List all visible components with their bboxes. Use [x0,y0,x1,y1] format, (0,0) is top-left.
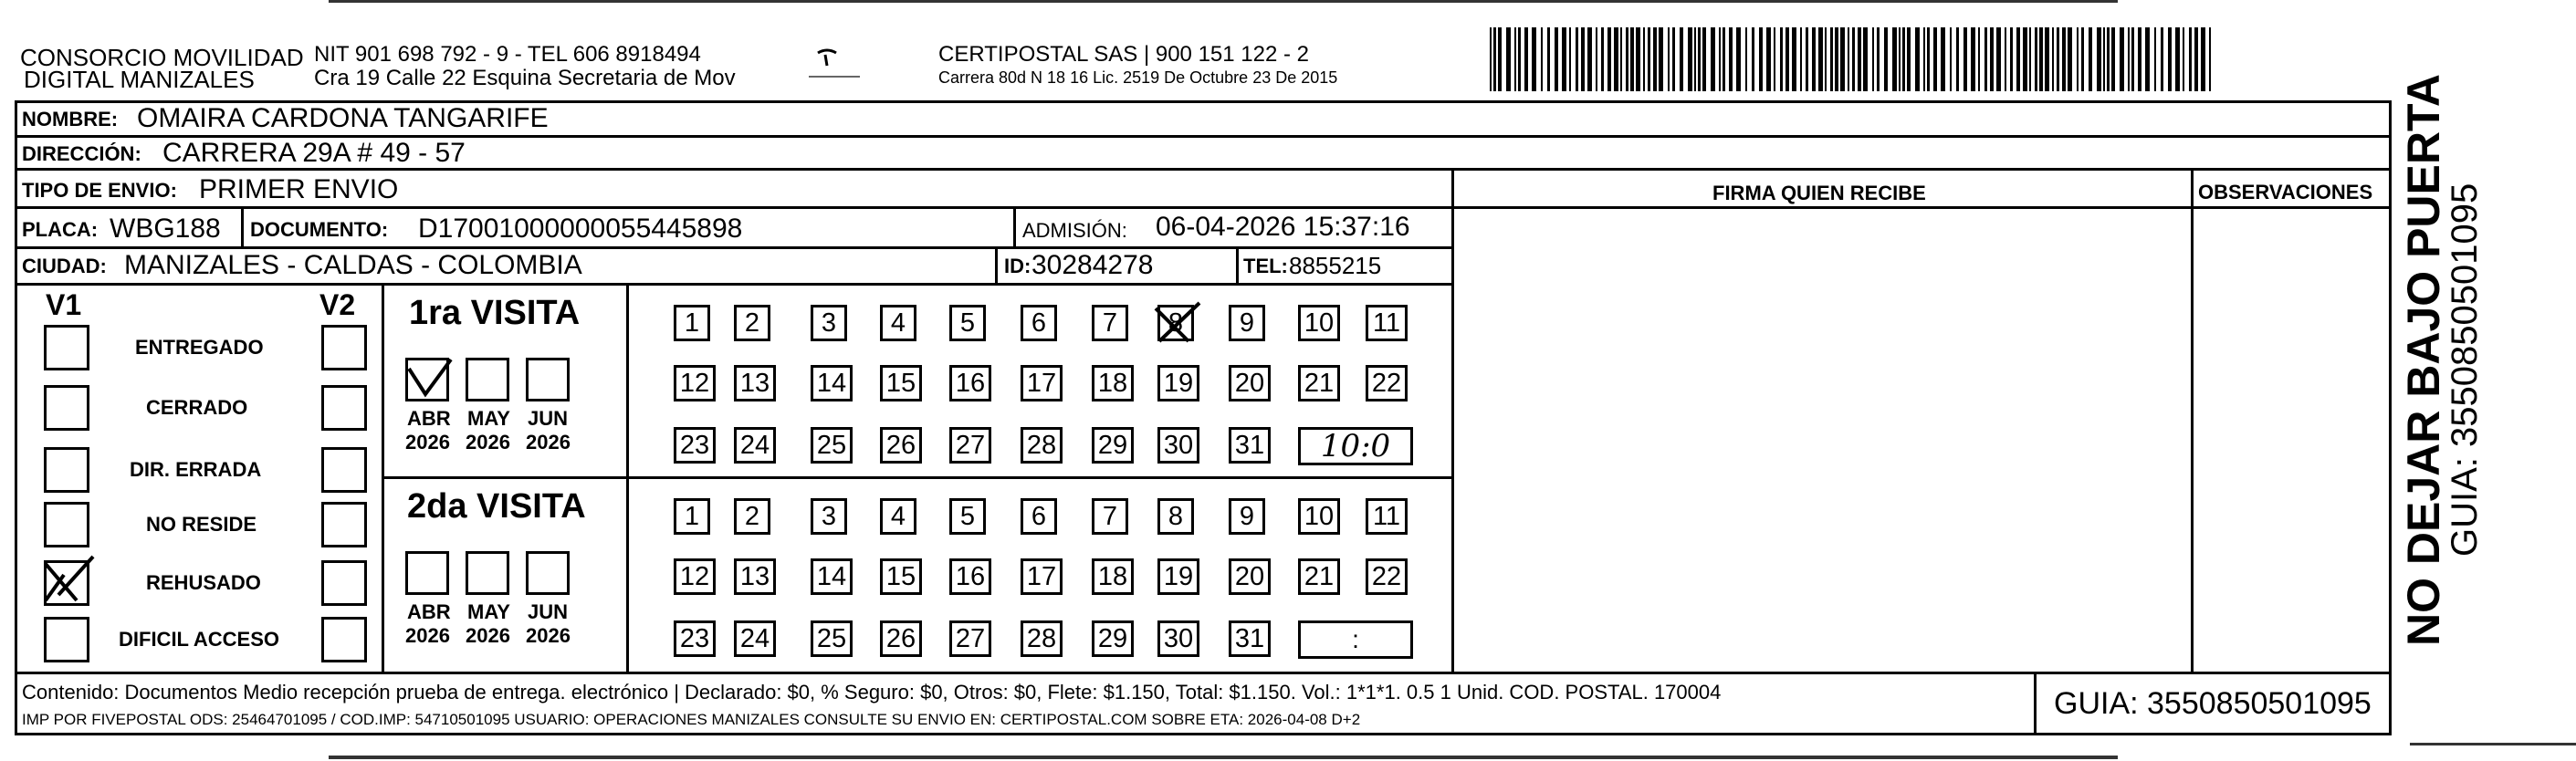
barcode-bar [1514,27,1516,91]
observaciones-label: OBSERVACIONES [2198,181,2373,203]
handwritten-check-mark-icon [40,549,99,608]
barcode-bar [2111,27,2115,91]
bottom-edge-line [329,756,2118,759]
day-box-3[interactable]: 3 [811,305,847,341]
barcode-bar [1907,27,1911,91]
barcode-bar [2168,27,2172,91]
status-option-label: DIR. ERRADA [130,458,262,481]
barcode-bar [1498,27,1502,91]
rule-ciudad [15,283,1451,286]
month-year-label: 2026 [526,431,571,453]
barcode-bar [1614,27,1618,91]
day-box-2[interactable]: 2 [734,498,770,535]
day-box-5[interactable]: 5 [949,305,986,341]
month-checkbox-jun[interactable] [526,358,570,401]
tipo-envio-label: TIPO DE ENVIO: [22,179,177,202]
barcode-bar [1956,27,1959,91]
month-year-label: 2026 [466,624,510,647]
barcode-bar [1626,27,1628,91]
visit1-time-box[interactable]: 10:0 [1298,427,1413,465]
barcode-bar [1745,27,1747,91]
admision-label: ADMISIÓN: [1022,219,1127,242]
day-box-10[interactable]: 10 [1298,498,1340,535]
status-option-label: DIFICIL ACCESO [119,628,280,651]
day-box-16[interactable]: 16 [949,365,991,401]
barcode-bar [1547,27,1550,91]
day-box-20[interactable]: 20 [1229,365,1271,401]
barcode-bar [1971,27,1975,91]
month-checkbox-may[interactable] [466,358,509,401]
day-box-14[interactable]: 14 [811,558,853,595]
barcode-bar [2062,27,2066,91]
visit1-title: 1ra VISITA [409,294,581,332]
barcode-bar [1506,27,1511,91]
rule-direccion [15,168,2392,171]
firma-label: FIRMA QUIEN RECIBE [1712,182,1926,204]
nombre-value: OMAIRA CARDONA TANGARIFE [137,103,549,133]
barcode-bar [1524,27,1528,91]
barcode-bar [2029,27,2031,91]
footer-contenido: Contenido: Documentos Medio recepción prueba de entrega. electrónico | Declarado: $0, % Seguro: $0, Otros: $0, Flete: $1.150, Total: $1.150. Vol.: 1*1*1. 0.5 1 Unid. COD. POSTAL. 170004 [22,681,1722,704]
v2-header: V2 [319,288,356,321]
day-box-31[interactable]: 31 [1229,427,1271,464]
day-box-24[interactable]: 24 [734,620,776,657]
vsep-observaciones [2191,168,2194,672]
barcode-bar [1659,27,1663,91]
month-year-label: 2026 [405,624,450,647]
barcode-bar [1576,27,1578,91]
month-year-label: 2026 [526,624,571,647]
barcode-bar [1736,27,1741,91]
barcode-bar [1848,27,1849,91]
barcode-bar [2131,27,2134,91]
barcode-bar [1688,27,1692,91]
barcode-bar [2201,27,2205,91]
barcode-bar [1562,27,1566,91]
company-nit: NIT 901 698 792 - 9 - TEL 606 8918494 [314,42,701,67]
certipostal-logo-icon [803,46,867,82]
day-box-9[interactable]: 9 [1229,498,1265,535]
barcode-bar [2023,27,2027,91]
barcode-bar [1996,27,2001,91]
barcode-bar [1933,27,1937,91]
barcode [1490,27,2220,91]
company-address: Cra 19 Calle 22 Esquina Secretaria de Mov [314,66,736,90]
barcode-bar [2089,27,2092,91]
placa-label: PLACA: [22,218,99,241]
month-year-label: 2026 [466,431,510,453]
status-checkbox-v2[interactable] [321,502,367,547]
day-box-25[interactable]: 25 [811,427,853,464]
day-box-16[interactable]: 16 [949,558,991,595]
barcode-bar [2016,27,2020,91]
barcode-bar [2128,27,2130,91]
id-label: ID: [1004,255,1031,277]
vsep-tel [1236,246,1239,283]
day-box-27[interactable]: 27 [949,427,991,464]
barcode-bar [1863,27,1868,91]
day-box-26[interactable]: 26 [880,427,922,464]
barcode-bar [1752,27,1754,91]
barcode-bar [1800,27,1802,91]
status-option-label: ENTREGADO [135,336,264,359]
month-year-label: 2026 [405,431,450,453]
barcode-bar [1711,27,1715,91]
barcode-bar [1963,27,1967,91]
day-box-11[interactable]: 11 [1366,305,1408,341]
barcode-bar [1759,27,1763,91]
barcode-bar [1941,27,1945,91]
tipo-envio-value: PRIMER ENVIO [199,174,399,204]
vsep-id [995,246,998,283]
tel-value: 8855215 [1289,252,1382,279]
day-box-3[interactable]: 3 [811,498,847,535]
barcode-bar [1698,27,1701,91]
day-box-6[interactable]: 6 [1021,498,1057,535]
barcode-bar [1835,27,1838,91]
day-box-22[interactable]: 22 [1366,558,1408,595]
month-checkbox-may[interactable] [466,551,509,595]
direccion-value: CARRERA 29A # 49 - 57 [162,138,466,168]
barcode-bar [1493,27,1496,91]
barcode-bar [1719,27,1721,91]
day-box-14[interactable]: 14 [811,365,853,401]
status-checkbox-v2[interactable] [321,447,367,493]
day-box-24[interactable]: 24 [734,427,776,464]
barcode-bar [1532,27,1536,91]
barcode-bar [1581,27,1585,91]
day-box-18[interactable]: 18 [1092,558,1134,595]
side-guia: GUIA: 3550850501095 [2445,182,2485,557]
handwritten-check-mark-icon [402,352,456,407]
barcode-bar [2068,27,2072,91]
day-box-15[interactable]: 15 [880,365,922,401]
v1-header: V1 [46,288,82,321]
status-checkbox-v2[interactable] [321,617,367,662]
day-box-4[interactable]: 4 [880,305,916,341]
day-box-9[interactable]: 9 [1229,305,1265,341]
status-checkbox-v2[interactable] [321,560,367,606]
barcode-bar [1927,27,1930,91]
day-box-26[interactable]: 26 [880,620,922,657]
barcode-bar [1596,27,1597,91]
barcode-bar [1978,27,1980,91]
barcode-bar [1555,27,1558,91]
status-checkbox-v1[interactable] [44,447,89,493]
barcode-bar [1569,27,1571,91]
company-name-line2: DIGITAL MANIZALES [24,66,255,93]
day-box-11[interactable]: 11 [1366,498,1408,535]
barcode-bar [2154,27,2156,91]
barcode-bar [2057,27,2059,91]
ciudad-label: CIUDAD: [22,255,107,277]
day-box-8[interactable]: 8 [1157,498,1194,535]
day-box-18[interactable]: 18 [1092,365,1134,401]
side-warning: NO DEJAR BAJO PUERTA [2398,74,2449,646]
barcode-bar [1653,27,1657,91]
day-box-28[interactable]: 28 [1021,620,1063,657]
day-box-19[interactable]: 19 [1157,558,1199,595]
barcode-bar [1774,27,1775,91]
barcode-bar [1541,27,1543,91]
documento-label: DOCUMENTO: [250,218,389,241]
barcode-bar [2103,27,2105,91]
day-box-10[interactable]: 10 [1298,305,1340,341]
day-box-25[interactable]: 25 [811,620,853,657]
day-box-13[interactable]: 13 [734,558,776,595]
id-value: 30284278 [1031,250,1154,280]
barcode-bar [2081,27,2084,91]
barcode-bar [1780,27,1783,91]
status-checkbox-v1[interactable] [44,385,89,431]
barcode-bar [1702,27,1706,91]
barcode-bar [1884,27,1888,91]
barcode-bar [2183,27,2184,91]
day-box-13[interactable]: 13 [734,365,776,401]
ciudad-value: MANIZALES - CALDAS - COLOMBIA [124,250,582,280]
barcode-bar [2209,27,2211,91]
month-label: MAY [467,600,510,623]
barcode-bar [2039,27,2043,91]
barcode-bar [2194,27,2198,91]
barcode-bar [2035,27,2037,91]
barcode-bar [1806,27,1808,91]
barcode-bar [2005,27,2006,91]
barcode-bar [1984,27,1987,91]
barcode-bar [1587,27,1592,91]
barcode-bar [1830,27,1833,91]
barcode-bar [1729,27,1733,91]
tel-label: TEL: [1243,255,1288,277]
month-label: JUN [528,600,569,623]
barcode-bar [2189,27,2192,91]
day-box-17[interactable]: 17 [1021,365,1063,401]
barcode-bar [1785,27,1789,91]
day-box-4[interactable]: 4 [880,498,916,535]
day-box-17[interactable]: 17 [1021,558,1063,595]
day-box-1[interactable]: 1 [674,305,710,341]
month-checkbox-jun[interactable] [526,551,570,595]
barcode-bar [1694,27,1696,91]
barcode-bar [2175,27,2180,91]
barcode-bar [2161,27,2163,91]
rule-right-block [1451,206,2392,209]
direccion-label: DIRECCIÓN: [22,142,141,165]
day-box-30[interactable]: 30 [1157,620,1199,657]
day-box-23[interactable]: 23 [674,620,716,657]
admision-value: 06-04-2026 15:37:16 [1156,212,1410,242]
day-box-29[interactable]: 29 [1092,427,1134,464]
barcode-bar [1766,27,1771,91]
day-box-21[interactable]: 21 [1298,365,1340,401]
month-label: ABR [407,600,451,623]
vsep-placa [241,206,244,246]
barcode-bar [1601,27,1604,91]
barcode-bar [2107,27,2110,91]
barcode-bar [1607,27,1611,91]
day-box-29[interactable]: 29 [1092,620,1134,657]
barcode-bar [1518,27,1521,91]
status-checkbox-v2[interactable] [321,325,367,370]
right-edge-line [2410,743,2576,745]
day-box-15[interactable]: 15 [880,558,922,595]
barcode-bar [1648,27,1650,91]
barcode-bar [1792,27,1796,91]
day-box-30[interactable]: 30 [1157,427,1199,464]
day-box-2[interactable]: 2 [734,305,770,341]
footer-guia: GUIA: 3550850501095 [2054,686,2372,721]
visit2-time-box[interactable]: : [1298,620,1413,659]
status-checkbox-v2[interactable] [321,385,367,431]
placa-value: WBG188 [110,214,221,244]
barcode-bar [1490,27,1492,91]
barcode-bar [1990,27,1994,91]
company-name-line1: CONSORCIO MOVILIDAD [20,44,304,71]
barcode-bar [1812,27,1816,91]
day-box-23[interactable]: 23 [674,427,716,464]
barcode-bar [1680,27,1683,91]
barcode-bar [1872,27,1874,91]
courier-license: Carrera 80d N 18 16 Lic. 2519 De Octubre 23 De 2015 [938,68,1338,87]
rule-visit-split [382,476,1451,479]
status-option-label: CERRADO [146,396,248,419]
footer-imp: IMP POR FIVEPOSTAL ODS: 25464701095 / COD.IMP: 54710501095 USUARIO: OPERACIONES MANIZALES CONSULTE SU ENVIO EN: CERTIPOSTAL.COM SOBRE ETA: 2026-04-08 D+2 [22,711,1361,728]
barcode-bar [1840,27,1845,91]
barcode-bar [1852,27,1855,91]
documento-value: D17001000000055445898 [418,214,743,244]
day-box-27[interactable]: 27 [949,620,991,657]
barcode-bar [1672,27,1675,91]
day-box-8[interactable]: 8 [1157,305,1194,341]
rule-tipo [15,206,1451,209]
vsep-footer-guia [2034,672,2037,735]
month-label: ABR [407,407,451,430]
barcode-bar [1923,27,1925,91]
barcode-bar [2097,27,2101,91]
status-checkbox-v1[interactable] [44,617,89,662]
barcode-bar [1723,27,1725,91]
barcode-bar [1902,27,1905,91]
barcode-bar [1630,27,1634,91]
top-edge-line [329,0,2118,3]
day-box-19[interactable]: 19 [1157,365,1199,401]
nombre-label: NOMBRE: [22,108,119,130]
status-option-label: REHUSADO [146,571,261,594]
status-option-label: NO RESIDE [146,513,257,536]
status-checkbox-v1[interactable] [44,325,89,370]
barcode-bar [2045,27,2049,91]
month-label: JUN [528,407,569,430]
barcode-bar [1877,27,1880,91]
day-box-21[interactable]: 21 [1298,558,1340,595]
day-box-31[interactable]: 31 [1229,620,1271,657]
barcode-bar [1915,27,1920,91]
day-box-28[interactable]: 28 [1021,427,1063,464]
barcode-bar [1858,27,1861,91]
day-box-12[interactable]: 12 [674,365,716,401]
barcode-bar [2145,27,2150,91]
day-box-5[interactable]: 5 [949,498,986,535]
barcode-bar [1643,27,1645,91]
barcode-bar [1825,27,1827,91]
month-checkbox-abr[interactable] [405,551,449,595]
status-checkbox-v1[interactable] [44,502,89,547]
day-box-7[interactable]: 7 [1092,498,1128,535]
barcode-bar [2138,27,2141,91]
day-box-6[interactable]: 6 [1021,305,1057,341]
day-box-7[interactable]: 7 [1092,305,1128,341]
handwritten-check-mark-icon [1152,299,1207,345]
barcode-bar [1899,27,1901,91]
vsep-admision [1013,206,1016,246]
barcode-bar [1636,27,1640,91]
barcode-bar [1668,27,1670,91]
courier-name: CERTIPOSTAL SAS | 900 151 122 - 2 [938,42,1309,67]
barcode-bar [2010,27,2013,91]
month-label: MAY [467,407,510,430]
barcode-bar [1950,27,1952,91]
barcode-bar [1818,27,1823,91]
barcode-bar [1892,27,1897,91]
visit2-title: 2da VISITA [407,487,586,526]
day-box-22[interactable]: 22 [1366,365,1408,401]
barcode-bar [2077,27,2079,91]
barcode-bar [2052,27,2054,91]
barcode-bar [2120,27,2124,91]
day-box-12[interactable]: 12 [674,558,716,595]
day-box-1[interactable]: 1 [674,498,710,535]
day-box-20[interactable]: 20 [1229,558,1271,595]
barcode-bar [1620,27,1622,91]
vsep-firma [1451,168,1454,672]
